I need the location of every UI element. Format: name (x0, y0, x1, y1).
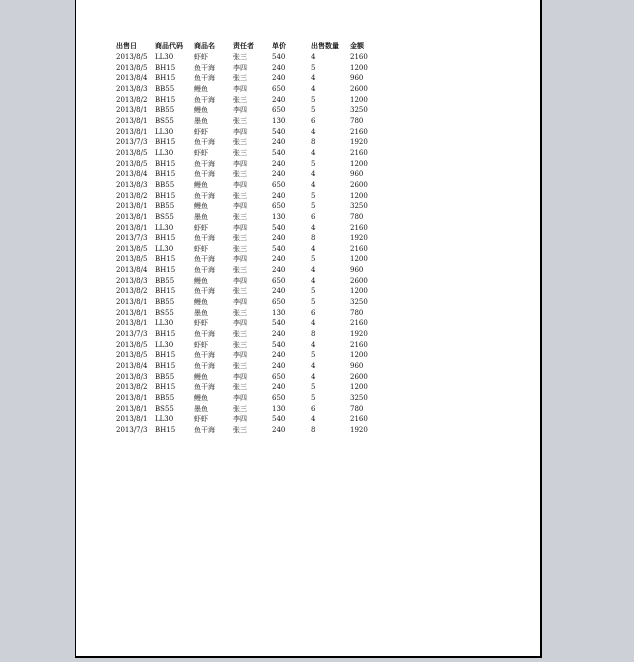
cell-product-code: BH15 (155, 138, 176, 147)
table-row (116, 254, 370, 265)
table-row (116, 180, 370, 191)
table-row (116, 105, 370, 116)
cell-sale-date: 2013/8/5 (116, 255, 148, 264)
cell-sale-date: 2013/8/1 (116, 394, 148, 402)
table-row (116, 414, 370, 425)
cell-sale-date: 2013/8/5 (116, 53, 148, 61)
cell-unit-price: 650 (272, 276, 286, 285)
cell-product-code: BH15 (155, 159, 176, 168)
cell-quantity: 5 (311, 351, 316, 360)
cell-product-code: BH15 (155, 234, 176, 243)
cell-product-code: BH15 (155, 383, 176, 392)
cell-person-in-charge: 张三 (233, 53, 247, 61)
cell-quantity: 5 (311, 287, 316, 296)
cell-person-in-charge: 李四 (233, 63, 247, 72)
cell-product-name: 鱼干海 (194, 191, 215, 200)
header-row (116, 41, 370, 52)
cell-unit-price: 540 (272, 415, 286, 424)
cell-unit-price: 240 (272, 255, 286, 264)
cell-amount: 2160 (350, 319, 368, 328)
cell-amount: 960 (350, 74, 364, 83)
cell-quantity: 4 (311, 362, 316, 371)
cell-product-name: 墨鱼 (194, 308, 208, 317)
cell-sale-date: 2013/8/1 (116, 106, 148, 115)
cell-unit-price: 240 (272, 266, 286, 275)
cell-amount: 2160 (350, 415, 368, 424)
cell-product-name: 虾虾 (194, 415, 208, 424)
cell-product-code: BB55 (155, 84, 175, 93)
cell-amount: 1920 (350, 425, 368, 434)
cell-quantity: 5 (311, 106, 316, 115)
cell-product-code: LL30 (155, 244, 174, 253)
cell-person-in-charge: 李四 (233, 159, 247, 168)
cell-product-name: 鳗鱼 (194, 372, 208, 381)
table-row (116, 73, 370, 84)
cell-sale-date: 2013/7/3 (116, 425, 148, 434)
cell-sale-date: 2013/8/1 (116, 212, 148, 221)
cell-sale-date: 2013/8/3 (116, 372, 148, 381)
cell-unit-price: 540 (272, 223, 286, 232)
cell-unit-price: 240 (272, 351, 286, 360)
cell-sale-date: 2013/8/1 (116, 308, 148, 317)
cell-quantity: 4 (311, 340, 316, 349)
cell-product-name: 鱼干海 (194, 425, 215, 434)
cell-sale-date: 2013/8/5 (116, 340, 148, 349)
cell-product-name: 鱼干海 (194, 159, 215, 168)
cell-amount: 2600 (350, 372, 368, 381)
cell-quantity: 8 (311, 234, 316, 243)
cell-person-in-charge: 张三 (233, 244, 247, 253)
cell-quantity: 4 (311, 53, 316, 61)
cell-unit-price: 540 (272, 53, 286, 61)
cell-product-code: LL30 (155, 53, 174, 61)
table-row (116, 212, 370, 223)
cell-person-in-charge: 张三 (233, 74, 247, 83)
cell-amount: 2600 (350, 84, 368, 93)
cell-product-name: 鱼干海 (194, 255, 215, 264)
table-row (116, 265, 370, 276)
table-row (116, 425, 370, 436)
header-amount: 金额 (350, 41, 364, 51)
cell-sale-date: 2013/8/1 (116, 415, 148, 424)
cell-amount: 960 (350, 170, 364, 179)
cell-sale-date: 2013/8/5 (116, 63, 148, 72)
cell-product-name: 鱼干海 (194, 95, 215, 104)
cell-amount: 2600 (350, 180, 368, 189)
cell-amount: 780 (350, 116, 364, 125)
table-row (116, 244, 370, 255)
cell-product-name: 虾虾 (194, 148, 208, 157)
cell-person-in-charge: 张三 (233, 330, 247, 339)
cell-unit-price: 240 (272, 425, 286, 434)
cell-quantity: 5 (311, 63, 316, 72)
cell-unit-price: 650 (272, 180, 286, 189)
cell-product-name: 鱼干海 (194, 287, 215, 296)
cell-product-name: 虾虾 (194, 244, 208, 253)
cell-amount: 1200 (350, 351, 368, 360)
cell-sale-date: 2013/8/1 (116, 319, 148, 328)
cell-unit-price: 130 (272, 404, 286, 413)
cell-amount: 1200 (350, 159, 368, 168)
cell-unit-price: 650 (272, 394, 286, 402)
cell-sale-date: 2013/8/2 (116, 287, 148, 296)
cell-product-name: 墨鱼 (194, 404, 208, 413)
header-product-code: 商品代码 (155, 41, 183, 51)
cell-amount: 780 (350, 308, 364, 317)
cell-amount: 2600 (350, 276, 368, 285)
header-product-name: 商品名 (194, 41, 215, 51)
cell-unit-price: 240 (272, 287, 286, 296)
header-quantity: 出售数量 (311, 41, 339, 51)
cell-quantity: 4 (311, 170, 316, 179)
table-row (116, 52, 370, 63)
table-row (116, 297, 370, 308)
cell-product-name: 鱼干海 (194, 266, 215, 275)
cell-product-name: 虾虾 (194, 223, 208, 232)
table-row (116, 404, 370, 415)
cell-quantity: 4 (311, 84, 316, 93)
cell-unit-price: 240 (272, 330, 286, 339)
cell-product-code: BH15 (155, 74, 176, 83)
cell-quantity: 5 (311, 202, 316, 211)
cell-amount: 3250 (350, 202, 368, 211)
cell-product-code: BH15 (155, 170, 176, 179)
cell-sale-date: 2013/8/5 (116, 351, 148, 360)
cell-unit-price: 240 (272, 170, 286, 179)
cell-person-in-charge: 李四 (233, 372, 247, 381)
table-row (116, 308, 370, 319)
table-row (116, 148, 370, 159)
cell-product-code: LL30 (155, 319, 174, 328)
cell-person-in-charge: 张三 (233, 212, 247, 221)
cell-quantity: 6 (311, 404, 316, 413)
cell-product-name: 虾虾 (194, 127, 208, 136)
table-row (116, 350, 370, 361)
cell-amount: 1920 (350, 234, 368, 243)
cell-product-name: 虾虾 (194, 319, 208, 328)
table-row (116, 329, 370, 340)
cell-product-code: BH15 (155, 362, 176, 371)
cell-sale-date: 2013/8/5 (116, 148, 148, 157)
cell-amount: 1200 (350, 191, 368, 200)
cell-unit-price: 130 (272, 116, 286, 125)
cell-product-code: LL30 (155, 223, 174, 232)
cell-person-in-charge: 张三 (233, 404, 247, 413)
cell-person-in-charge: 张三 (233, 383, 247, 392)
cell-product-name: 鱼干海 (194, 138, 215, 147)
cell-product-name: 虾虾 (194, 340, 208, 349)
cell-product-code: BS55 (155, 212, 174, 221)
cell-sale-date: 2013/8/1 (116, 116, 148, 125)
cell-product-code: BH15 (155, 255, 176, 264)
cell-quantity: 4 (311, 180, 316, 189)
cell-quantity: 4 (311, 276, 316, 285)
cell-product-code: BB55 (155, 394, 175, 402)
table-row (116, 393, 370, 404)
cell-product-name: 鱼干海 (194, 330, 215, 339)
cell-sale-date: 2013/8/5 (116, 244, 148, 253)
cell-person-in-charge: 李四 (233, 127, 247, 136)
cell-product-name: 鳗鱼 (194, 180, 208, 189)
cell-person-in-charge: 李四 (233, 223, 247, 232)
cell-unit-price: 240 (272, 191, 286, 200)
cell-product-name: 鳗鱼 (194, 202, 208, 211)
cell-unit-price: 650 (272, 106, 286, 115)
cell-person-in-charge: 李四 (233, 319, 247, 328)
cell-unit-price: 540 (272, 244, 286, 253)
cell-product-name: 鱼干海 (194, 383, 215, 392)
cell-product-code: BH15 (155, 425, 176, 434)
cell-product-name: 鱼干海 (194, 74, 215, 83)
header-person-in-charge: 责任者 (233, 41, 254, 51)
cell-sale-date: 2013/7/3 (116, 234, 148, 243)
cell-sale-date: 2013/8/5 (116, 159, 148, 168)
cell-quantity: 5 (311, 298, 316, 307)
cell-product-name: 鱼干海 (194, 170, 215, 179)
cell-sale-date: 2013/8/1 (116, 404, 148, 413)
table-row (116, 169, 370, 180)
cell-amount: 780 (350, 212, 364, 221)
cell-unit-price: 540 (272, 127, 286, 136)
cell-unit-price: 240 (272, 159, 286, 168)
cell-product-code: LL30 (155, 127, 174, 136)
cell-sale-date: 2013/8/4 (116, 362, 148, 371)
cell-unit-price: 650 (272, 372, 286, 381)
cell-person-in-charge: 张三 (233, 191, 247, 200)
cell-product-code: BS55 (155, 308, 174, 317)
cell-person-in-charge: 张三 (233, 425, 247, 434)
cell-sale-date: 2013/8/4 (116, 266, 148, 275)
cell-sale-date: 2013/8/3 (116, 276, 148, 285)
cell-unit-price: 650 (272, 84, 286, 93)
cell-product-code: BH15 (155, 63, 176, 72)
cell-product-code: BB55 (155, 276, 175, 285)
cell-product-name: 鳗鱼 (194, 276, 208, 285)
cell-quantity: 5 (311, 159, 316, 168)
cell-amount: 1200 (350, 63, 368, 72)
cell-product-code: BS55 (155, 404, 174, 413)
cell-person-in-charge: 李四 (233, 276, 247, 285)
cell-unit-price: 240 (272, 383, 286, 392)
cell-quantity: 4 (311, 244, 316, 253)
cell-quantity: 8 (311, 138, 316, 147)
cell-unit-price: 240 (272, 362, 286, 371)
cell-amount: 1200 (350, 383, 368, 392)
cell-unit-price: 240 (272, 138, 286, 147)
cell-amount: 3250 (350, 394, 368, 402)
cell-amount: 1920 (350, 330, 368, 339)
cell-sale-date: 2013/8/1 (116, 223, 148, 232)
cell-unit-price: 240 (272, 63, 286, 72)
cell-product-code: BB55 (155, 106, 175, 115)
cell-amount: 960 (350, 362, 364, 371)
cell-product-code: BH15 (155, 351, 176, 360)
cell-amount: 2160 (350, 223, 368, 232)
header-sale-date: 出售日 (116, 41, 137, 51)
cell-product-code: BB55 (155, 372, 175, 381)
cell-unit-price: 650 (272, 202, 286, 211)
cell-amount: 1200 (350, 255, 368, 264)
cell-product-name: 鳗鱼 (194, 84, 208, 93)
cell-amount: 2160 (350, 340, 368, 349)
cell-quantity: 4 (311, 319, 316, 328)
table-row (116, 372, 370, 383)
sales-table (116, 41, 370, 436)
cell-unit-price: 540 (272, 340, 286, 349)
cell-quantity: 8 (311, 330, 316, 339)
cell-sale-date: 2013/8/2 (116, 191, 148, 200)
table-row (116, 191, 370, 202)
table-row (116, 382, 370, 393)
cell-unit-price: 540 (272, 148, 286, 157)
print-preview-page (75, 0, 542, 658)
cell-person-in-charge: 张三 (233, 308, 247, 317)
table-row (116, 233, 370, 244)
table-row (116, 318, 370, 329)
cell-product-code: LL30 (155, 148, 174, 157)
cell-quantity: 5 (311, 383, 316, 392)
cell-quantity: 4 (311, 74, 316, 83)
cell-unit-price: 240 (272, 234, 286, 243)
cell-unit-price: 240 (272, 95, 286, 104)
table-row (116, 116, 370, 127)
cell-product-name: 鳗鱼 (194, 106, 208, 115)
cell-product-code: BB55 (155, 298, 175, 307)
cell-person-in-charge: 李四 (233, 298, 247, 307)
cell-product-code: BB55 (155, 202, 175, 211)
cell-product-code: BB55 (155, 180, 175, 189)
cell-product-name: 鳗鱼 (194, 394, 208, 402)
cell-product-name: 鱼干海 (194, 362, 215, 371)
cell-person-in-charge: 李四 (233, 202, 247, 211)
cell-amount: 2160 (350, 244, 368, 253)
cell-product-name: 鳗鱼 (194, 298, 208, 307)
cell-amount: 780 (350, 404, 364, 413)
cell-amount: 1920 (350, 138, 368, 147)
cell-amount: 1200 (350, 287, 368, 296)
table-row (116, 137, 370, 148)
cell-sale-date: 2013/8/3 (116, 84, 148, 93)
table-row (116, 127, 370, 138)
table-row (116, 95, 370, 106)
cell-amount: 3250 (350, 298, 368, 307)
cell-unit-price: 540 (272, 319, 286, 328)
cell-quantity: 5 (311, 95, 316, 104)
cell-person-in-charge: 张三 (233, 95, 247, 104)
cell-sale-date: 2013/8/2 (116, 383, 148, 392)
cell-person-in-charge: 张三 (233, 266, 247, 275)
header-unit-price: 单价 (272, 41, 286, 51)
cell-amount: 2160 (350, 53, 368, 61)
cell-quantity: 4 (311, 127, 316, 136)
cell-quantity: 5 (311, 191, 316, 200)
cell-person-in-charge: 张三 (233, 234, 247, 243)
cell-quantity: 4 (311, 372, 316, 381)
cell-person-in-charge: 张三 (233, 116, 247, 125)
cell-product-name: 鱼干海 (194, 351, 215, 360)
table-row (116, 159, 370, 170)
cell-person-in-charge: 李四 (233, 84, 247, 93)
cell-amount: 960 (350, 266, 364, 275)
cell-product-code: LL30 (155, 340, 174, 349)
cell-quantity: 6 (311, 308, 316, 317)
cell-sale-date: 2013/7/3 (116, 330, 148, 339)
cell-unit-price: 240 (272, 74, 286, 83)
cell-sale-date: 2013/8/4 (116, 170, 148, 179)
cell-person-in-charge: 李四 (233, 255, 247, 264)
cell-product-code: LL30 (155, 415, 174, 424)
table-row (116, 361, 370, 372)
cell-product-code: BH15 (155, 266, 176, 275)
cell-person-in-charge: 张三 (233, 148, 247, 157)
cell-unit-price: 130 (272, 308, 286, 317)
cell-person-in-charge: 张三 (233, 170, 247, 179)
cell-person-in-charge: 张三 (233, 287, 247, 296)
cell-product-name: 鱼干海 (194, 63, 215, 72)
cell-sale-date: 2013/8/1 (116, 298, 148, 307)
cell-person-in-charge: 张三 (233, 362, 247, 371)
table-row (116, 286, 370, 297)
table-row (116, 63, 370, 74)
cell-product-code: BH15 (155, 95, 176, 104)
cell-person-in-charge: 李四 (233, 351, 247, 360)
cell-quantity: 5 (311, 394, 316, 402)
cell-amount: 2160 (350, 127, 368, 136)
cell-product-code: BS55 (155, 116, 174, 125)
cell-quantity: 4 (311, 148, 316, 157)
cell-product-name: 虾虾 (194, 53, 208, 61)
cell-sale-date: 2013/8/1 (116, 202, 148, 211)
cell-sale-date: 2013/8/4 (116, 74, 148, 83)
cell-amount: 1200 (350, 95, 368, 104)
cell-quantity: 4 (311, 266, 316, 275)
cell-sale-date: 2013/8/2 (116, 95, 148, 104)
cell-unit-price: 650 (272, 298, 286, 307)
cell-quantity: 8 (311, 425, 316, 434)
cell-product-code: BH15 (155, 287, 176, 296)
cell-unit-price: 130 (272, 212, 286, 221)
cell-product-name: 墨鱼 (194, 116, 208, 125)
table-row (116, 276, 370, 287)
table-row (116, 223, 370, 234)
cell-quantity: 6 (311, 116, 316, 125)
cell-amount: 3250 (350, 106, 368, 115)
cell-person-in-charge: 张三 (233, 138, 247, 147)
cell-sale-date: 2013/8/1 (116, 127, 148, 136)
cell-quantity: 4 (311, 415, 316, 424)
cell-product-code: BH15 (155, 191, 176, 200)
cell-product-code: BH15 (155, 330, 176, 339)
cell-quantity: 6 (311, 212, 316, 221)
cell-person-in-charge: 张三 (233, 340, 247, 349)
cell-quantity: 4 (311, 223, 316, 232)
table-row (116, 201, 370, 212)
cell-amount: 2160 (350, 148, 368, 157)
cell-person-in-charge: 李四 (233, 106, 247, 115)
cell-product-name: 墨鱼 (194, 212, 208, 221)
table-row (116, 340, 370, 351)
cell-sale-date: 2013/7/3 (116, 138, 148, 147)
cell-quantity: 5 (311, 255, 316, 264)
cell-product-name: 鱼干海 (194, 234, 215, 243)
cell-person-in-charge: 李四 (233, 415, 247, 424)
table-row (116, 84, 370, 95)
cell-person-in-charge: 李四 (233, 394, 247, 402)
cell-person-in-charge: 李四 (233, 180, 247, 189)
cell-sale-date: 2013/8/3 (116, 180, 148, 189)
